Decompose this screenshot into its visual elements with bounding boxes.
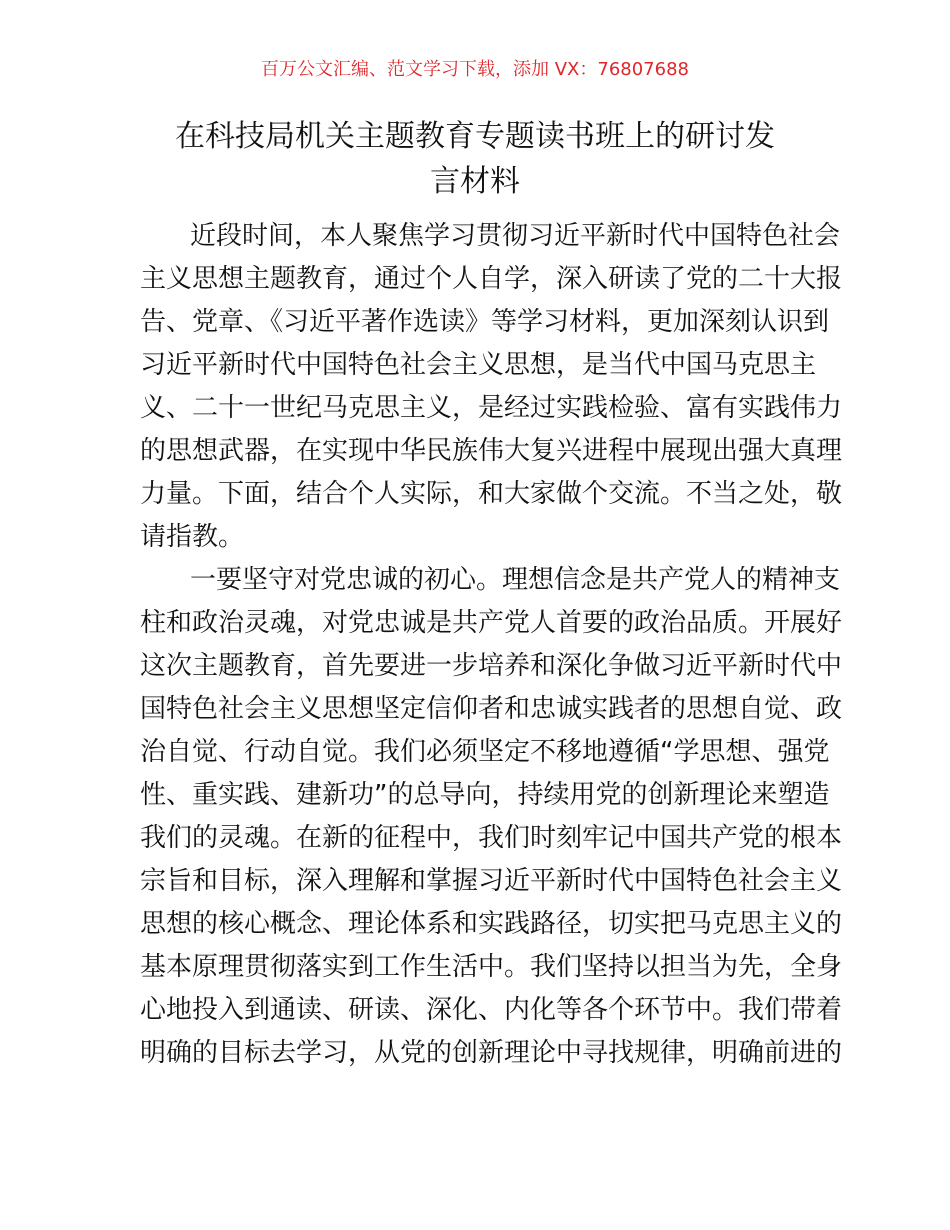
paragraph — [140, 559, 843, 1075]
paragraph-line: 主义思想主题教育，通过个人自学，深入研读了党的二十大报 — [140, 264, 843, 294]
paragraph-line: 性、重实践、建新功”的总导向，持续用党的创新理论来塑造 — [140, 780, 830, 810]
paragraph-line: 我们的灵魂。在新的征程中，我们时刻牢记中国共产党的根本 — [140, 823, 843, 853]
title-line: 在科技局机关主题教育专题读书班上的研讨发 — [175, 119, 775, 154]
paragraph-line: 义、二十一世纪马克思主义，是经过实践检验、富有实践伟力 — [140, 393, 843, 423]
paragraph-line: 柱和政治灵魂，对党忠诚是共产党人首要的政治品质。开展好 — [140, 608, 843, 638]
document-body — [140, 215, 843, 1075]
watermark-header: 百万公文汇编、范文学习下载，添加 VX：76807688 — [261, 59, 689, 80]
paragraph-line: 治自觉、行动自觉。我们必须坚定不移地遵循“学思想、强党 — [140, 737, 830, 767]
paragraph-line: 一要坚守对党忠诚的初心。理想信念是共产党人的精神支 — [190, 565, 841, 595]
title-line: 言材料 — [430, 164, 520, 199]
paragraph — [140, 215, 843, 559]
document-title — [140, 114, 810, 204]
paragraph-line: 的思想武器，在实现中华民族伟大复兴进程中展现出强大真理 — [140, 436, 843, 466]
paragraph-line: 宗旨和目标，深入理解和掌握习近平新时代中国特色社会主义 — [140, 866, 843, 896]
paragraph-line: 心地投入到通读、研读、深化、内化等各个环节中。我们带着 — [140, 995, 843, 1025]
paragraph-line: 近段时间，本人聚焦学习贯彻习近平新时代中国特色社会 — [190, 221, 841, 251]
paragraph-line: 习近平新时代中国特色社会主义思想，是当代中国马克思主 — [140, 350, 817, 380]
paragraph-line: 国特色社会主义思想坚定信仰者和忠诚实践者的思想自觉、政 — [140, 694, 843, 724]
paragraph-line: 力量。下面，结合个人实际，和大家做个交流。不当之处，敬 — [140, 479, 843, 509]
paragraph-line: 基本原理贯彻落实到工作生活中。我们坚持以担当为先，全身 — [140, 952, 843, 982]
paragraph-line: 请指教。 — [140, 522, 245, 552]
paragraph-line: 告、党章、《习近平著作选读》等学习材料，更加深刻认识到 — [140, 307, 830, 337]
paragraph-line: 明确的目标去学习，从党的创新理论中寻找规律，明确前进的 — [140, 1038, 843, 1068]
paragraph-line: 这次主题教育，首先要进一步培养和深化争做习近平新时代中 — [140, 651, 843, 681]
paragraph-line: 思想的核心概念、理论体系和实践路径，切实把马克思主义的 — [140, 909, 843, 939]
